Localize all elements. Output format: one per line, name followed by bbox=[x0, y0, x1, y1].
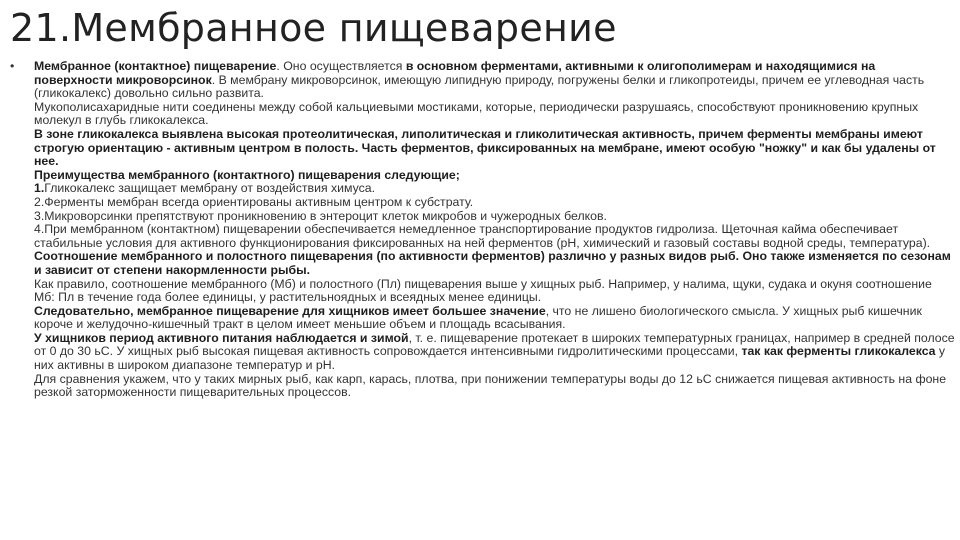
text-segment: у них активны в широком диапазоне температур и рН. bbox=[34, 344, 946, 373]
text-segment: 3.Микроворсинки препятствуют проникновению в энтероцит клеток микробов и чужеродных белков. bbox=[34, 208, 607, 223]
text-segment: 4.При мембранном (контактном) пищеварении обеспечивается немедленное транспортирование продуктов гидролиза. Щеточная кайма обеспечивает стабильные условия для активного функционирования фиксированных на ней ферментов (рН, химический и газовый составы водной среды, температура). bbox=[34, 222, 931, 250]
paragraph bbox=[34, 223, 955, 250]
paragraph bbox=[34, 196, 955, 210]
paragraph bbox=[34, 128, 955, 169]
bold-text-segment: В зоне гликокалекса выявлена высокая протеолитическая, липолитическая и гликолитическая активность, причем ферменты мембраны имеют строгую ориентацию - активным центром в полость. Часть ферментов, фиксированных на мембране, имеют особую "ножку" и как бы удалены от нее. bbox=[34, 126, 936, 169]
bold-text-segment: Следовательно, мембранное пищеварение для хищников имеет большее значение bbox=[34, 303, 546, 318]
paragraph bbox=[34, 250, 955, 277]
paragraph bbox=[34, 278, 955, 305]
text-segment: 2.Ферменты мембран всегда ориентированы активным центром к субстрату. bbox=[34, 194, 474, 209]
text-segment: . Оно осуществляется bbox=[276, 59, 406, 73]
bullet-marker: • bbox=[10, 59, 15, 73]
paragraph bbox=[34, 210, 955, 224]
text-segment: Для сравнения укажем, что у таких мирных рыб, как карп, карась, плотва, при понижении температуры воды до 12 ьС снижается пищевая активность на фоне резкой заторможенности пищеварительных процессов. bbox=[34, 371, 947, 400]
text-body bbox=[34, 60, 955, 400]
paragraph bbox=[34, 373, 955, 400]
paragraph bbox=[34, 101, 955, 128]
bold-text-segment: Мембранное (контактное) пищеварение bbox=[34, 59, 277, 73]
text-segment: Мукополисахаридные нити соединены между собой кальциевыми мостиками, которые, периодически разрушаясь, способствуют проникновению крупных молекул в глубь гликокалекса. bbox=[34, 99, 919, 128]
bold-text-segment: так как ферменты гликокалекса bbox=[741, 344, 936, 359]
slide-content bbox=[10, 60, 955, 400]
bold-text-segment: 1. bbox=[34, 181, 45, 196]
paragraph bbox=[34, 169, 955, 183]
bold-text-segment: Соотношение мембранного и полостного пищеварения (по активности ферментов) различно у разных видов рыб. Оно также изменяется по сезонам и зависит от степени накормленности рыбы. bbox=[34, 249, 951, 277]
text-segment: , т. е. пищеварение протекает в широких температурных границах, например в средней полосе от 0 до 30 ьС. У хищных рыб высокая пищевая активность сопровождается интенсивными гидролитическими процессами, bbox=[34, 330, 955, 359]
paragraph bbox=[34, 305, 955, 332]
text-segment: , что не лишено биологического смысла. У хищных рыб кишечник короче и желудочно-кишечный тракт в целом имеет меньшие объем и площадь всасывания. bbox=[34, 303, 922, 332]
bold-text-segment: Преимущества мембранного (контактного) пищеварения следующие; bbox=[34, 167, 460, 182]
slide-title: 21.Мембранное пищеварение bbox=[10, 6, 617, 50]
text-segment: Как правило, соотношение мембранного (Мб) и полостного (Пл) пищеварения выше у хищных рыб. Например, у налима, щуки, судака и окуня соотношение Мб: Пл в течение года более единицы, у растительноядных и всеядных менее единицы. bbox=[34, 276, 932, 305]
bold-text-segment: У хищников период активного питания наблюдается и зимой bbox=[34, 330, 409, 345]
paragraph bbox=[34, 60, 955, 101]
bold-text-segment: в основном ферментами, активными к олигополимерам и находящимися на поверхности микроворсинок bbox=[34, 59, 876, 87]
text-segment: Гликокалекс защищает мембрану от воздействия химуса. bbox=[44, 181, 376, 196]
paragraph bbox=[34, 182, 955, 196]
paragraph bbox=[34, 332, 955, 373]
text-segment: . В мембрану микроворсинок, имеющую липидную природу, погружены белки и гликопротеиды, причем ее углеводная часть (гликокалекс) довольно сильно развита. bbox=[34, 72, 925, 101]
